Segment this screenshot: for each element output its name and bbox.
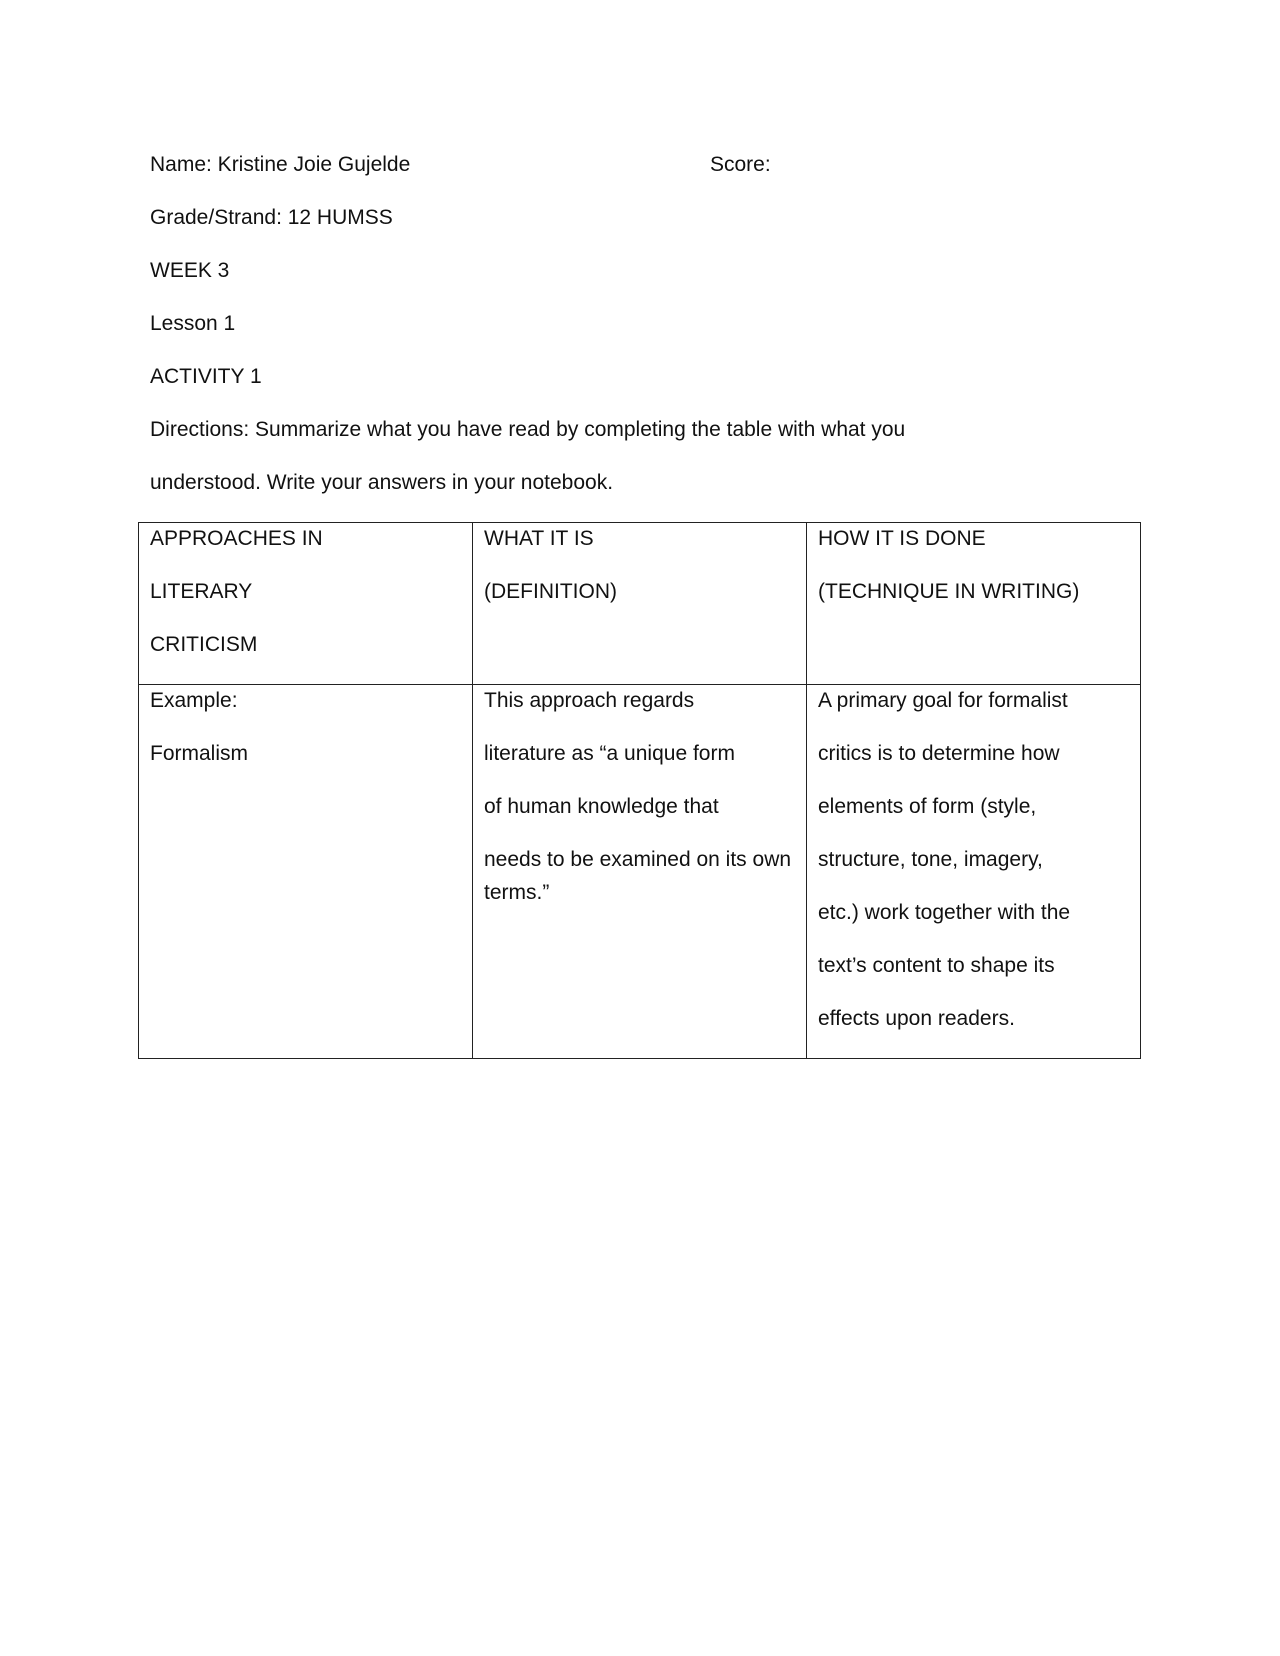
cell-text: literature as “a unique form <box>484 742 735 765</box>
cell-text: etc.) work together with the <box>818 901 1071 924</box>
cell-text: terms.” <box>484 881 550 904</box>
header-text: (DEFINITION) <box>484 580 617 603</box>
cell-text: Example: <box>150 689 238 712</box>
score-label: Score: <box>710 153 771 176</box>
directions-line-2: understood. Write your answers in your notebook. <box>150 471 614 494</box>
lesson-label: Lesson 1 <box>150 312 236 335</box>
header-cell-approaches <box>139 523 473 685</box>
header-text: WHAT IT IS <box>484 527 594 550</box>
student-name: Name: Kristine Joie Gujelde <box>150 153 411 176</box>
directions-line-1: Directions: Summarize what you have read by completing the table with what you <box>150 418 906 441</box>
header-text: HOW IT IS DONE <box>818 527 986 550</box>
definition-cell <box>473 685 807 1059</box>
cell-text: text’s content to shape its <box>818 954 1055 977</box>
activity-label: ACTIVITY 1 <box>150 365 262 388</box>
cell-text: elements of form (style, <box>818 795 1037 818</box>
header-text: LITERARY <box>150 580 253 603</box>
header-cell-technique <box>807 523 1141 685</box>
cell-text: structure, tone, imagery, <box>818 848 1043 871</box>
cell-text: Formalism <box>150 742 248 765</box>
approach-cell <box>139 685 473 1059</box>
cell-text: of human knowledge that <box>484 795 719 818</box>
technique-cell <box>807 685 1141 1059</box>
header-text: APPROACHES IN <box>150 527 323 550</box>
grade-strand: Grade/Strand: 12 HUMSS <box>150 206 393 229</box>
table-header-row <box>139 523 1141 685</box>
header-text: CRITICISM <box>150 633 258 656</box>
cell-text: This approach regards <box>484 689 695 712</box>
table-row <box>139 685 1141 1059</box>
cell-text: needs to be examined on its own <box>484 848 792 871</box>
header-cell-definition <box>473 523 807 685</box>
criticism-table <box>138 522 1141 1059</box>
cell-text: critics is to determine how <box>818 742 1060 765</box>
header-text: (TECHNIQUE IN WRITING) <box>818 580 1080 603</box>
cell-text: effects upon readers. <box>818 1007 1015 1030</box>
week-label: WEEK 3 <box>150 259 230 282</box>
cell-text: A primary goal for formalist <box>818 689 1068 712</box>
